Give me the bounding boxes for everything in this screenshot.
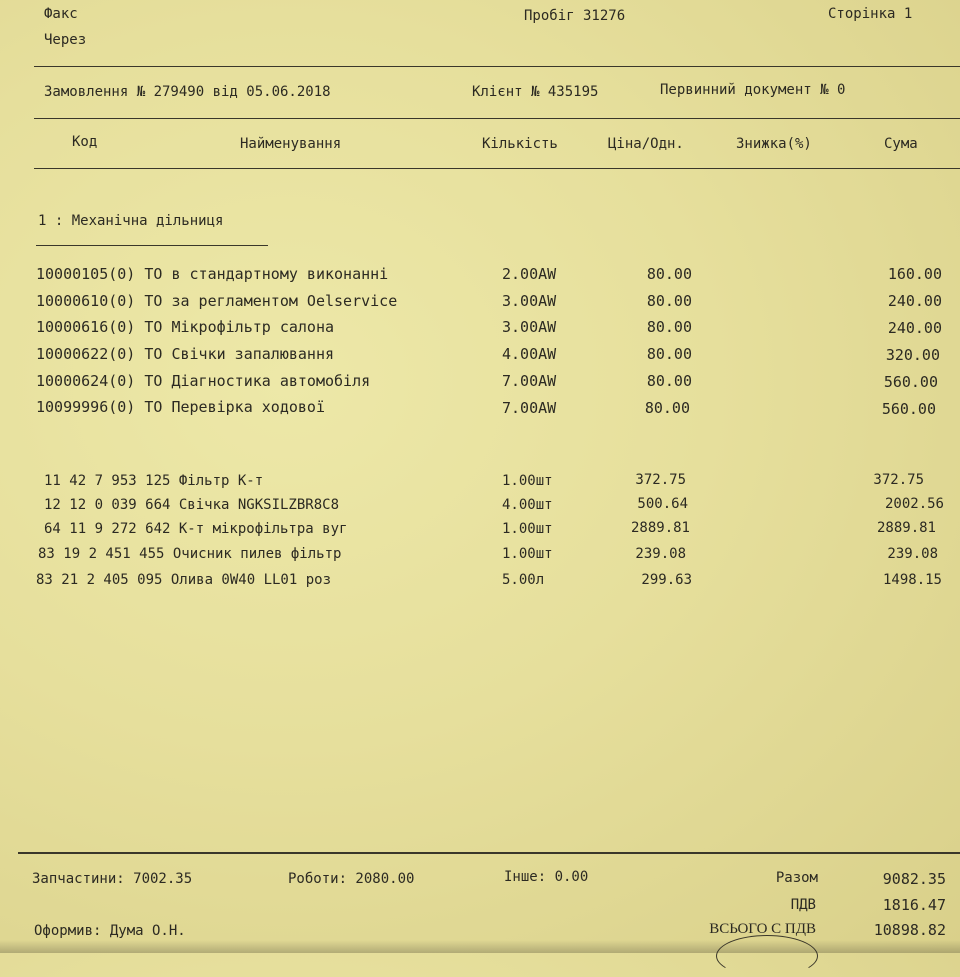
column-header-name: Найменування bbox=[240, 136, 342, 152]
total-label: ВСЬОГО С ПДВ bbox=[709, 921, 816, 937]
part-qty: 5.00л bbox=[502, 572, 545, 588]
part-description: 64 11 9 272 642 К-т мікрофільтра вуг bbox=[44, 521, 348, 537]
subtotal-value: 9082.35 bbox=[882, 870, 946, 888]
work-description: 10099996(0) ТО Перевірка ходової bbox=[36, 398, 325, 416]
part-description: 11 42 7 953 125 Фільтр К-т bbox=[44, 473, 264, 489]
work-sum: 560.00 bbox=[881, 400, 936, 418]
work-qty: 7.00AW bbox=[502, 399, 557, 417]
other-total: Інше: 0.00 bbox=[504, 869, 589, 885]
column-header-discount: Знижка(%) bbox=[736, 136, 812, 152]
vat-value: 1816.47 bbox=[882, 896, 946, 914]
divider-columns bbox=[34, 168, 960, 169]
work-qty: 4.00AW bbox=[502, 345, 557, 363]
parts-total: Запчастини: 7002.35 bbox=[32, 871, 193, 887]
work-price: 80.00 bbox=[646, 372, 692, 390]
work-price: 80.00 bbox=[646, 345, 692, 363]
work-qty: 2.00AW bbox=[502, 265, 557, 283]
via-label: Через bbox=[44, 32, 87, 48]
work-description: 10000105(0) ТО в стандартному виконанні bbox=[36, 265, 389, 283]
divider-totals bbox=[18, 852, 960, 854]
work-price: 80.00 bbox=[646, 318, 692, 336]
part-price: 372.75 bbox=[635, 472, 686, 488]
part-price: 500.64 bbox=[637, 496, 688, 512]
part-sum: 2889.81 bbox=[876, 520, 936, 536]
part-sum: 1498.15 bbox=[882, 572, 942, 588]
page-number: Сторінка 1 bbox=[828, 6, 913, 22]
primary-document: Первинний документ № 0 bbox=[660, 82, 846, 98]
part-description: 83 19 2 451 455 Очисник пилев фільтр bbox=[38, 546, 342, 562]
part-qty: 4.00шт bbox=[502, 497, 553, 513]
work-description: 10000610(0) ТО за регламентом Oelservice bbox=[36, 292, 398, 310]
fax-label: Факс bbox=[44, 6, 78, 22]
work-description: 10000616(0) ТО Мікрофільтр салона bbox=[36, 318, 335, 336]
part-price: 299.63 bbox=[641, 572, 692, 588]
total-value: 10898.82 bbox=[873, 921, 946, 939]
part-sum: 239.08 bbox=[887, 546, 938, 562]
part-price: 2889.81 bbox=[630, 520, 690, 536]
mileage: Пробіг 31276 bbox=[524, 8, 626, 24]
work-sum: 240.00 bbox=[887, 319, 942, 337]
work-price: 80.00 bbox=[644, 399, 690, 417]
subtotal-label: Разом bbox=[775, 870, 818, 886]
column-header-price: Ціна/Одн. bbox=[608, 136, 684, 152]
column-header-qty: Кількість bbox=[482, 136, 558, 152]
work-qty: 3.00AW bbox=[502, 292, 557, 310]
page-edge-shadow bbox=[0, 940, 960, 953]
part-qty: 1.00шт bbox=[502, 521, 553, 537]
section-underline bbox=[36, 245, 268, 246]
work-sum: 240.00 bbox=[887, 292, 942, 310]
part-qty: 1.00шт bbox=[502, 546, 553, 562]
work-sum: 560.00 bbox=[883, 373, 938, 391]
column-header-sum: Сума bbox=[884, 136, 918, 152]
part-sum: 2002.56 bbox=[884, 496, 944, 512]
work-description: 10000624(0) ТО Діагностика автомобіля bbox=[36, 372, 371, 390]
part-sum: 372.75 bbox=[873, 472, 924, 488]
order-number: Замовлення № 279490 від 05.06.2018 bbox=[44, 84, 331, 100]
work-price: 80.00 bbox=[646, 265, 692, 283]
work-sum: 160.00 bbox=[887, 265, 942, 283]
work-qty: 7.00AW bbox=[502, 372, 557, 390]
divider-order bbox=[34, 118, 960, 119]
work-price: 80.00 bbox=[646, 292, 692, 310]
work-sum: 320.00 bbox=[885, 346, 940, 364]
work-qty: 3.00AW bbox=[502, 318, 557, 336]
works-total: Роботи: 2080.00 bbox=[288, 871, 415, 887]
issued-by: Оформив: Дума О.Н. bbox=[34, 923, 186, 939]
part-description: 83 21 2 405 095 Олива 0W40 LL01 роз bbox=[36, 572, 332, 588]
vat-label: ПДВ bbox=[790, 897, 816, 913]
section-title: 1 : Механічна дільниця bbox=[38, 213, 224, 229]
part-description: 12 12 0 039 664 Свічка NGKSILZBR8C8 bbox=[44, 497, 340, 513]
part-qty: 1.00шт bbox=[502, 473, 553, 489]
part-price: 239.08 bbox=[635, 546, 686, 562]
column-header-code: Код bbox=[72, 134, 98, 150]
divider-top bbox=[34, 66, 960, 67]
work-description: 10000622(0) ТО Свічки запалювання bbox=[36, 345, 335, 363]
client-number: Клієнт № 435195 bbox=[472, 84, 599, 100]
